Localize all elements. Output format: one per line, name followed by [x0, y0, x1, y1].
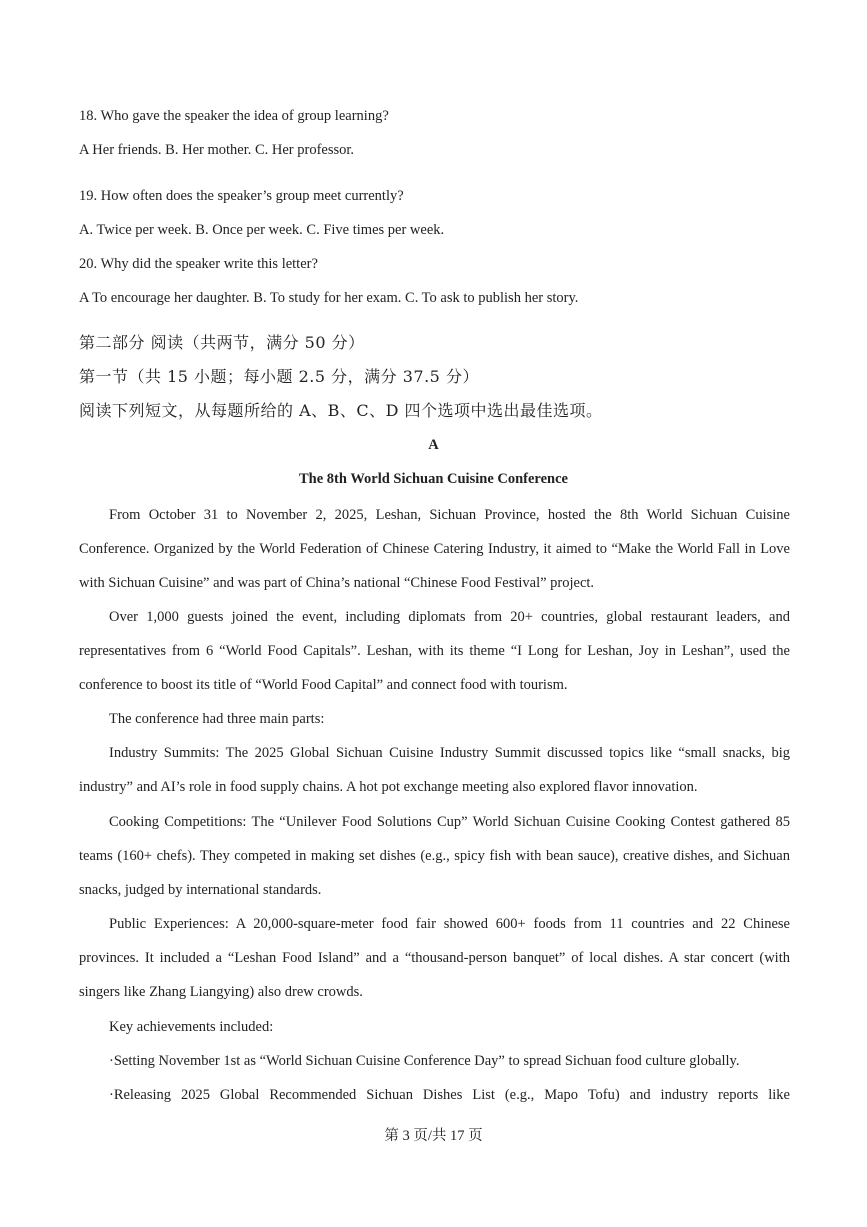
question-19-options: A. Twice per week. B. Once per week. C. Five times per week.	[79, 222, 445, 238]
page-number-footer: 第 3 页/共 17 页	[384, 1128, 483, 1144]
reading-instruction: 阅读下列短文，从每题所给的 A、B、C、D 四个选项中选出最佳选项。	[79, 401, 603, 420]
passage-paragraph-4: Industry Summits: The 2025 Global Sichuan Cuisine Industry Summit discussed topics like “small snacks, big industry” and AI’s role in food supply chains. A hot pot exchange meeting also explored flavor innovation.	[79, 745, 790, 795]
question-20-stem: 20. Why did the speaker write this letter?	[79, 256, 318, 272]
section-part-heading: 第二部分 阅读（共两节，满分 50 分）	[79, 333, 365, 352]
passage-paragraph-8: ·Setting November 1st as “World Sichuan Cuisine Conference Day” to spread Sichuan food culture globally.	[109, 1053, 740, 1069]
passage-paragraph-1: From October 31 to November 2, 2025, Leshan, Sichuan Province, hosted the 8th World Sichuan Cuisine Conference. Organized by the World Federation of Chinese Catering Industry, it aimed to “Make the World Fall in Love with Sichuan Cuisine” and was part of China’s national “Chinese Food Festival” project.	[79, 507, 790, 591]
passage-paragraph-5: Cooking Competitions: The “Unilever Food Solutions Cup” World Sichuan Cuisine Cooking Contest gathered 85 teams (160+ chefs). They competed in making set dishes (e.g., spicy fish with bean sauce), creative dishes, and Sichuan snacks, judged by international standards.	[79, 814, 790, 898]
subsection-heading: 第一节（共 15 小题；每小题 2.5 分，满分 37.5 分）	[79, 367, 479, 386]
passage-paragraph-2: Over 1,000 guests joined the event, including diplomats from 20+ countries, global restaurant leaders, and representatives from 6 “World Food Capitals”. Leshan, with its theme “I Long for Leshan, Joy in Leshan”, used the conference to boost its title of “World Food Capital” and connect food with tourism.	[79, 609, 790, 693]
passage-paragraph-9: ·Releasing 2025 Global Recommended Sichuan Dishes List (e.g., Mapo Tofu) and industry reports like	[109, 1087, 790, 1103]
question-18-options: A Her friends. B. Her mother. C. Her professor.	[79, 142, 355, 158]
passage-paragraph-3: The conference had three main parts:	[109, 711, 325, 727]
question-20-options: A To encourage her daughter. B. To study for her exam. C. To ask to publish her story.	[79, 290, 579, 306]
passage-paragraph-7: Key achievements included:	[109, 1019, 274, 1035]
question-18-stem: 18. Who gave the speaker the idea of group learning?	[79, 108, 389, 124]
passage-paragraph-6: Public Experiences: A 20,000-square-meter food fair showed 600+ foods from 11 countries and 22 Chinese provinces. It included a “Leshan Food Island” and a “thousand-person banquet” of local dishes. A star concert (with singers like Zhang Liangying) also drew crowds.	[79, 916, 790, 1000]
passage-title: The 8th World Sichuan Cuisine Conference	[299, 471, 568, 487]
question-19-stem: 19. How often does the speaker’s group meet currently?	[79, 188, 404, 204]
passage-label: A	[428, 437, 439, 453]
